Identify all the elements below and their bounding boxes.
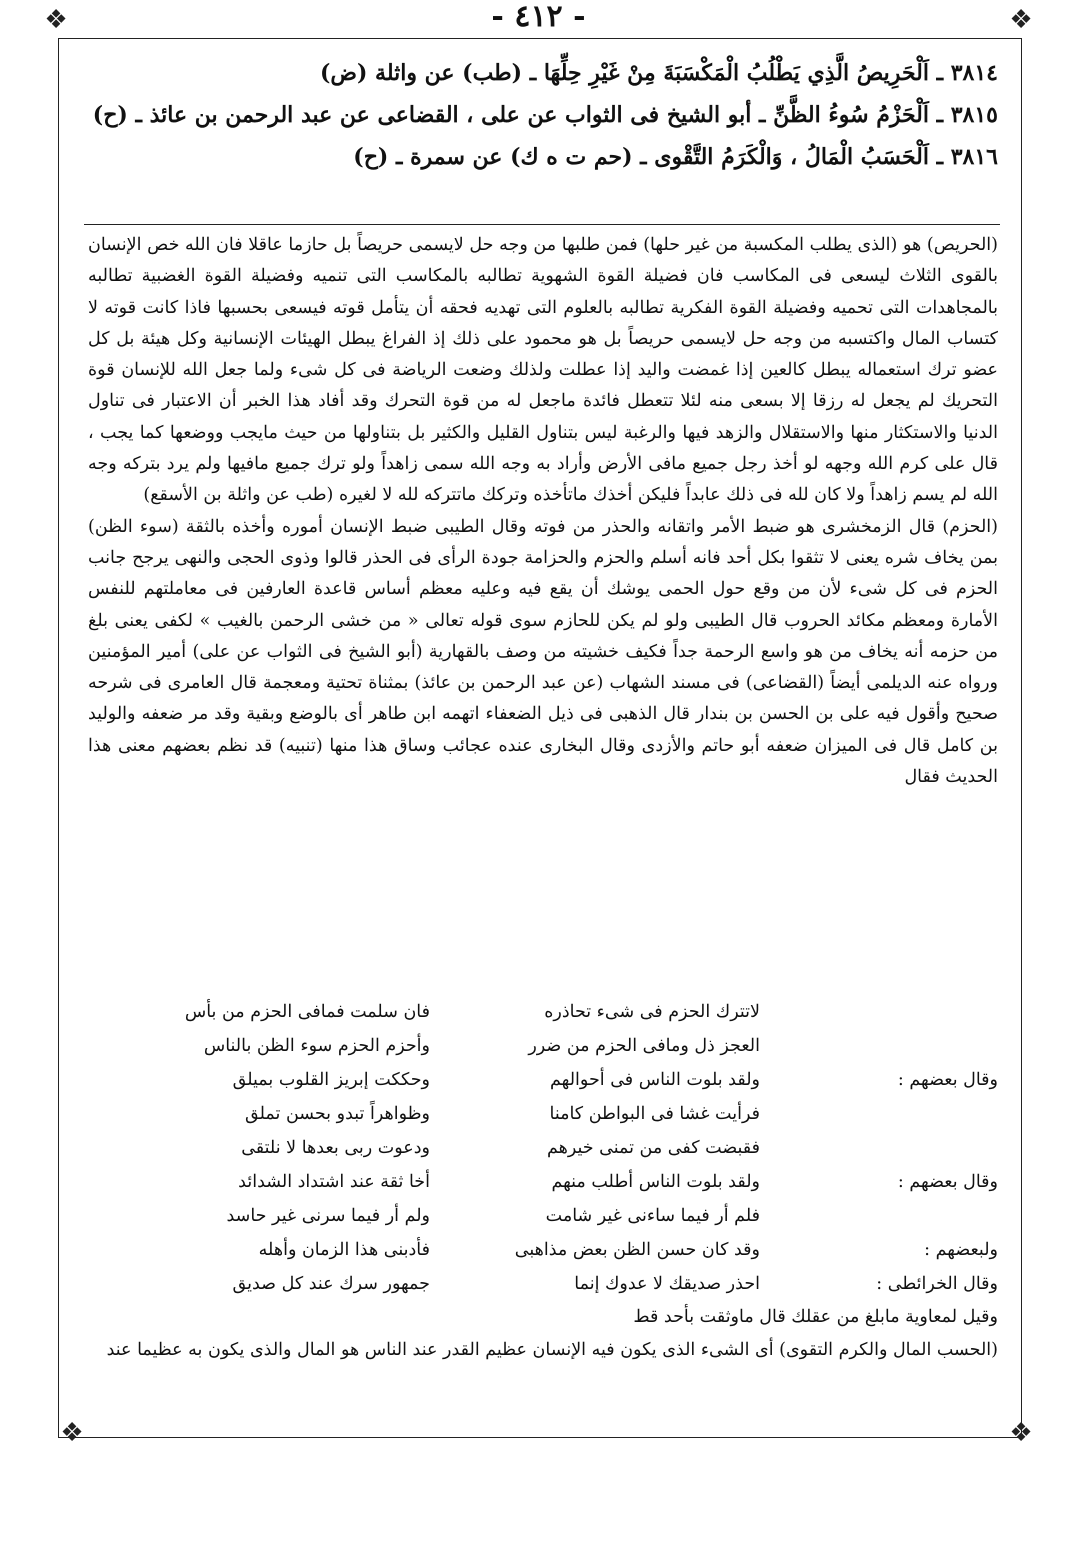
verse-line [88,1131,998,1165]
verse-hemistich-first: ولقد بلوت الناس فى أحوالهم [550,1070,760,1090]
hadith-entry: ٣٨١٤ ـ اَلْحَرِيصُ الَّذِي يَطْلُبُ الْمَكْسَبَةَ مِنْ غَيْرِ حِلِّهَا ـ (طب) عن واثلة (ض) [319,60,998,86]
verse-hemistich-second: ولم أر فيما سرنى غير حاسد [226,1206,430,1226]
verse-hemistich-first: لاتترك الحزم فى شىء تحاذره [544,1002,760,1022]
corner-ornament-icon: ❖ [60,1418,84,1448]
verse-hemistich-first: العجز ذل ومافى الحزم من ضرر [528,1036,760,1056]
verse-hemistich-second: وحككت إبريز القلوب بميلق [232,1070,430,1090]
section-divider [84,224,1000,225]
verse-line [88,1097,998,1131]
verse-intro: وقال الخرائطى : [876,1274,998,1294]
commentary-line: وقيل لمعاوية مابلغ من عقلك قال ماوثقت بأحد قط [633,1307,998,1327]
corner-ornament-icon: ❖ [1009,5,1033,35]
verse-line [88,1165,998,1199]
verse-line [88,1199,998,1233]
verse-hemistich-second: وأحزم الحزم سوء الظن بالناس [203,1036,430,1056]
verse-hemistich-first: ولقد بلوت الناس أطلب منهم [551,1172,760,1192]
commentary-paragraph: (الحريص) هو (الذى يطلب المكسبة من غير حلها) فمن طلبها من وجه حل لايسمى حريصاً بل حازما عاقلا فان الله خص الإنسان بالقوى الثلاث ليسعى فى المكاسب فان فضيلة القوة الشهوية تطالبه بالمكاسب التى تنميه وفضيلة القوة الغضبية تطالبه بالمجاهدات التى تحميه وفضيلة القوة الفكرية تطالبه بالعلوم التى تهديه فحقه أن يتأمل قوته فيسعى بحسبها فاذا كانت قوته لا كتساب المال واكتسبه من وجه حل لايسمى حريصاً بل هو محمود على ذلك إذ الفراغ يبطل الهيئات الإنسانية وكل هيئة بل كل عضو ترك استعماله يبطل كالعين إذا غمضت واليد إذا عطلت ولذلك وضعت الرياضة فى كل شىء ولما جعل الله للإنسان قوة التحريك لم يجعل له رزقا إلا بسعى منه لئلا تتعطل فائدة ماجعل له من قوة التحرك وقد أفاد هذا الخبر أن الاعتبار فى تناول الدنيا والاستكثار منها والاستقلال والزهد فيها والرغبة ليس بتناول القليل والكثير بل بتناولها من حيث مايجب ووضعها كما يجب ، قال على كرم الله وجهه لو أخذ رجل جميع مافى الأرض وأراد به وجه الله سمى زاهداً ولو ترك جميع مافيها ولم يرد بتركه وجه الله لم يسم زاهداً ولا كان لله فى ذلك عابداً فليكن أخذك ماتأخذه وتركك ماتتركه لله لا لغيره (طب عن واثلة بن الأسقع) [88,235,998,506]
page-number: - ٤١٢ - [491,0,586,34]
commentary-line: (الحسب المال والكرم التقوى) أى الشىء الذى يكون فيه الإنسان عظيم القدر عند الناس هو المال والذى يكون به عظيما عند [106,1340,998,1360]
verse-intro: ولبعضهم : [924,1240,998,1260]
commentary [88,230,998,793]
verse-intro: وقال بعضهم : [897,1172,998,1192]
commentary-paragraph: (الحزم) قال الزمخشرى هو ضبط الأمر واتقانه والحذر من فوته وقال الطيبى ضبط الإنسان أموره وأخذه بالثقة (سوء الظن) بمن يخاف شره يعنى لا تثقوا بكل أحد فانه أسلم والحزم والحزامة جودة الرأى فى الحذر قالوا وذوى الحجى والنهى يرجح جانب الحزم فى كل شىء لأن من وقع حول الحمى يوشك أن يقع فيه وعليه معظم أساس قاعدة العارفين فى معاملتهم للنفس الأمارة ومعظم مكائد الحروب قال الطيبى ولو لم يكن للحازم سوى قوله تعالى « من خشى الرحمن بالغيب » لكفى يعنى بلغ من حزمه أنه يخاف من هو واسع الرحمة جداً فكيف خشيته من وصف بالقهارية (أبو الشيخ فى الثواب عن على) أمير المؤمنين ورواه عنه الديلمى أيضاً (القضاعى) فى مسند الشهاب (عن عبد الرحمن بن عائذ) بمثناة تحتية ومعجمة قال العامرى فى شرحه صحيح وأقول فيه على بن الحسن بن بندار قال الذهبى فى ذيل الضعفاء اتهمه ابن طاهر أى بالوضع وبقية وقد مر ضعفه والوليد بن كامل قال فى الميزان ضعفه أبو حاتم والأزدى وقال البخارى عنده عجائب وساق هذا منها (تنبيه) قد نظم بعضهم معنى هذا الحديث فقال [88,516,998,788]
verse-hemistich-second: فان سلمت فمافى الحزم من بأس [184,1002,430,1022]
verse-hemistich-second: جمهور سرك عند كل صديق [232,1274,430,1294]
verse-hemistich-first: فلم أر فيما ساءنى غير شامت [545,1206,760,1226]
verse-line [88,1063,998,1097]
verse-hemistich-second: فأدبنى هذا الزمان وأهله [258,1240,430,1260]
hadith-entry: ٣٨١٦ ـ اَلْحَسَبُ الْمَالُ ، وَالْكَرَمُ التَّقْوى ـ (حم ت ه ك) عن سمرة ـ (ح) [353,144,998,170]
corner-ornament-icon: ❖ [44,5,68,35]
poetry-block [88,995,998,1367]
verse-hemistich-first: احذر صديقك لا عدوك إنما [574,1274,760,1294]
verse-hemistich-second: وظواهراً تبدو بحسن تملق [245,1104,430,1124]
hadith-list [86,52,998,178]
verse-hemistich-first: فقبضت كفى من تمنى خيرهم [546,1138,760,1158]
verse-hemistich-first: فرأيت غشا فى البواطن كامنا [549,1104,760,1124]
corner-ornament-icon: ❖ [1009,1418,1033,1448]
verse-intro: وقال بعضهم : [897,1070,998,1090]
hadith-entry: ٣٨١٥ ـ اَلْحَزْمُ سُوءُ الظَّنِّ ـ أبو الشيخ فى الثواب عن على ، القضاعى عن عبد الرحمن بن عائذ ـ (ح) [92,102,998,128]
verse-hemistich-second: ودعوت ربى بعدها لا نلتقى [241,1138,430,1158]
verse-hemistich-second: أخا ثقة عند اشتداد الشدائد [238,1172,430,1192]
verse-line [88,1233,998,1267]
verse-line [88,1029,998,1063]
verse-line [88,1267,998,1301]
verse-hemistich-first: وقد كان حسن الظن بعض مذاهبى [514,1240,760,1260]
verse-line [88,995,998,1029]
